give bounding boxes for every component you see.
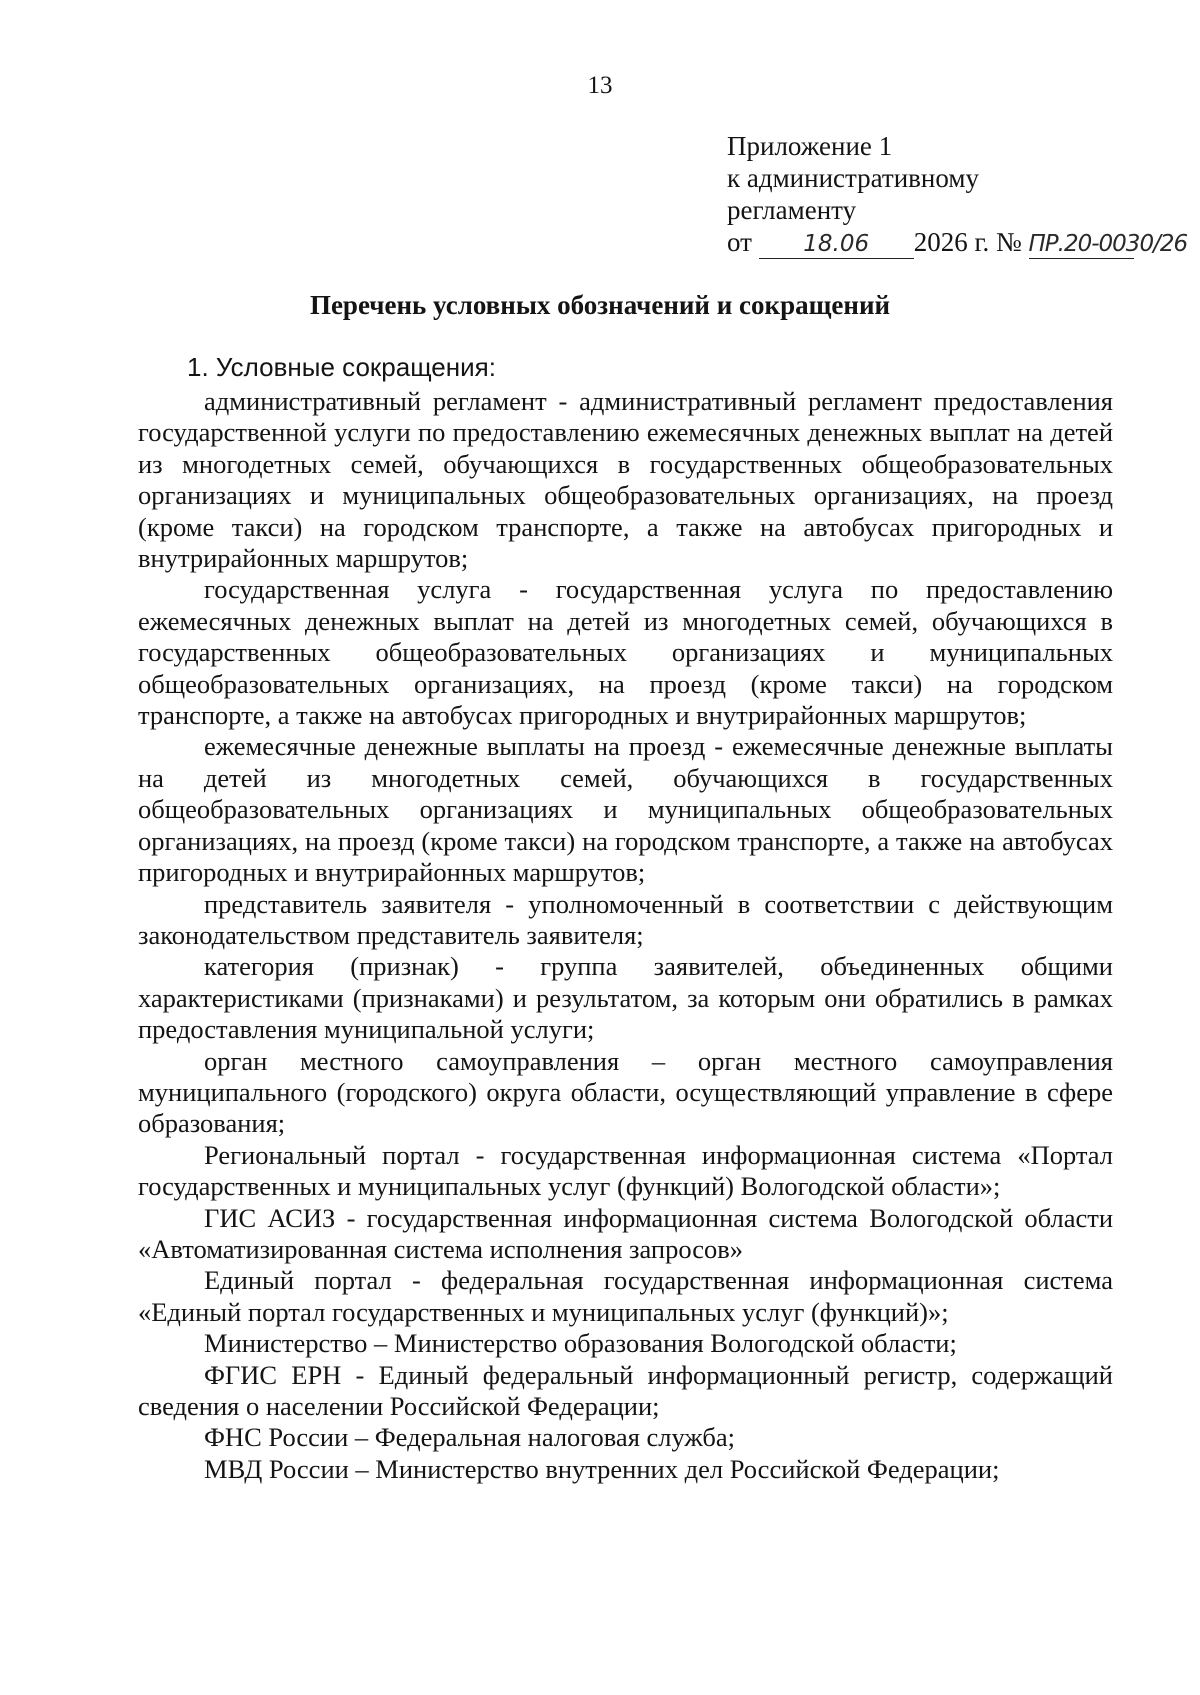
document-title: Перечень условных обозначений и сокращений (309, 290, 891, 320)
definition-paragraph: государственная услуга - государственная услуга по предоставлению ежемесячных денежных выплат на детей из многодетных семей, обучающихся в государственных общеобразовательных организациях и муниципальных общеобразовательных организациях, на проезд (кроме такси) на городском транспорте, а также на автобусах пригородных и внутрирайонных маршрутов; (138, 574, 1113, 731)
definition-paragraph: ФНС России – Федеральная налоговая служба; (204, 1422, 735, 1453)
definition-paragraph: представитель заявителя - уполномоченный в соответствии с действующим законодательством представитель заявителя; (138, 888, 1113, 950)
definition-paragraph: ежемесячные денежные выплаты на проезд - ежемесячные денежные выплаты на детей из многодетных семей, обучающихся в государственных общеобразовательных организациях и муниципальных общеобразовательных организациях, на проезд (кроме такси) на городском транспорте, а также на автобусах пригородных и внутрирайонных маршрутов; (138, 731, 1113, 888)
appendix-line-3: регламенту (727, 195, 857, 225)
definitions-body (138, 386, 1113, 1485)
definition-paragraph: орган местного самоуправления – орган местного самоуправления муниципального (городского) округа области, осуществляющий управление в сфере образования; (138, 1045, 1113, 1139)
appendix-block (727, 130, 1188, 259)
appendix-line-1: Приложение 1 (727, 131, 893, 161)
appendix-line-2: к административному (727, 163, 979, 193)
definition-paragraph: ФГИС ЕРН - Единый федеральный информационный регистр, содержащий сведения о населении Российской Федерации; (138, 1359, 1113, 1421)
definition-paragraph: Единый портал - федеральная государственная информационная система «Единый портал государственных и муниципальных услуг (функций)»; (138, 1265, 1113, 1327)
from-label: от (727, 227, 752, 257)
definition-paragraph: Региональный портал - государственная информационная система «Портал государственных и муниципальных услуг (функций) Вологодской области»; (138, 1139, 1113, 1202)
handwritten-document-number: ПР.20-0030/26 (1028, 231, 1188, 257)
handwritten-date: 18.06 (759, 230, 914, 259)
year-number-label: 2026 г. № (913, 227, 1022, 257)
appendix-date-line (727, 226, 1188, 259)
page-number: 13 (587, 72, 613, 99)
definition-paragraph: ГИС АСИЗ - государственная информационная система Вологодской области «Автоматизированная система исполнения запросов» (138, 1202, 1113, 1264)
definition-paragraph: административный регламент - административный регламент предоставления государственной услуги по предоставлению ежемесячных денежных выплат на детей из многодетных семей, обучающихся в государственных общеобразовательных организациях и муниципальных общеобразовательных организациях, на проезд (кроме такси) на городском транспорте, а также на автобусах пригородных и внутрирайонных маршрутов; (138, 386, 1113, 574)
list-heading: 1. Условные сокращения: (187, 352, 496, 382)
definition-paragraph: Министерство – Министерство образования Вологодской области; (204, 1328, 957, 1359)
definition-paragraph: МВД России – Министерство внутренних дел Российской Федерации; (204, 1453, 1000, 1484)
definition-paragraph: категория (признак) - группа заявителей, объединенных общими характеристиками (признаками) и результатом, за которым они обратились в рамках предоставления муниципальной услуги; (138, 951, 1113, 1045)
